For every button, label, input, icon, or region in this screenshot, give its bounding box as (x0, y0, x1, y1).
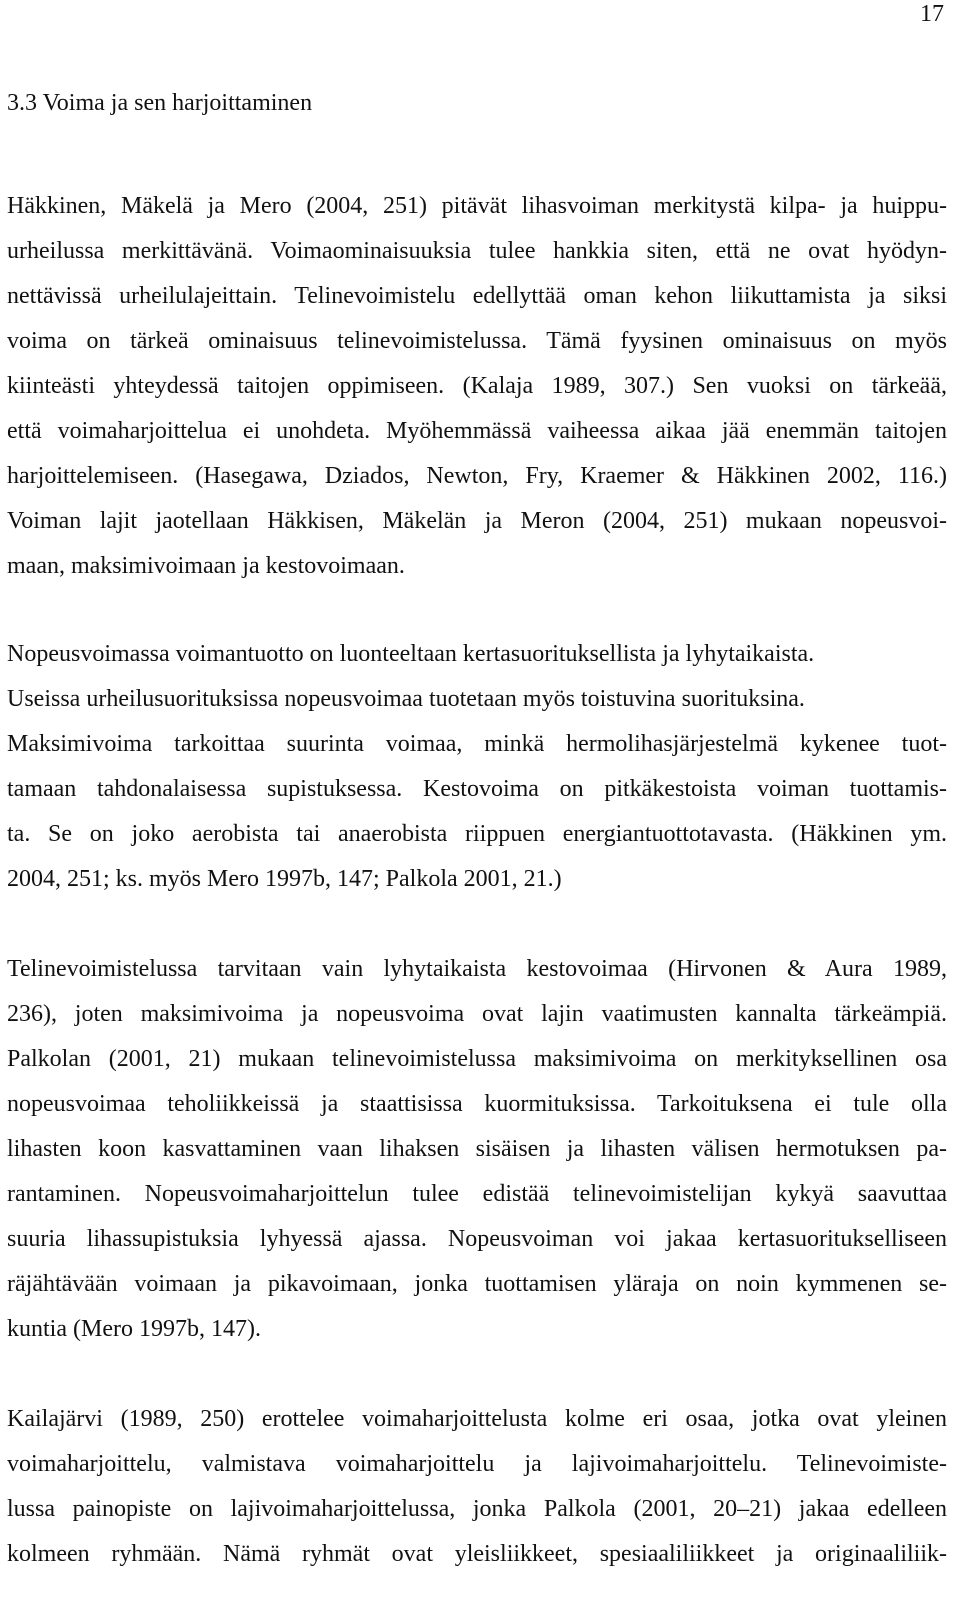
text-line: suuria lihassupistuksia lyhyessä ajassa. Nopeusvoiman voi jakaa kertasuoritukselliseen (7, 1226, 947, 1252)
text-line: voimaharjoittelu, valmistava voimaharjoittelu ja lajivoimaharjoittelu. Telinevoimiste- (7, 1451, 947, 1477)
text-line: 236), joten maksimivoima ja nopeusvoima ovat lajin vaatimusten kannalta tärkeämpiä. (7, 1001, 947, 1027)
text-line: että voimaharjoittelua ei unohdeta. Myöhemmässä vaiheessa aikaa jää enemmän taitojen (7, 418, 947, 444)
paragraph-2 (7, 632, 947, 902)
text-line: Maksimivoima tarkoittaa suurinta voimaa, minkä hermolihasjärjestelmä kykenee tuot- (7, 731, 947, 757)
section-heading: 3.3 Voima ja sen harjoittaminen (7, 90, 313, 116)
text-line: harjoittelemiseen. (Hasegawa, Dziados, Newton, Fry, Kraemer & Häkkinen 2002, 116.) (7, 463, 947, 489)
text-line: Häkkinen, Mäkelä ja Mero (2004, 251) pitävät lihasvoiman merkitystä kilpa- ja huippu- (7, 193, 947, 219)
text-line: urheilussa merkittävänä. Voimaominaisuuksia tulee hankkia siten, että ne ovat hyödyn- (7, 238, 947, 264)
text-line: nettävissä urheilulajeittain. Telinevoimistelu edellyttää oman kehon liikuttamista ja siksi (7, 283, 947, 309)
text-line: Useissa urheilusuorituksissa nopeusvoimaa tuotetaan myös toistuvina suorituksina. (7, 686, 805, 712)
text-line: lussa painopiste on lajivoimaharjoittelussa, jonka Palkola (2001, 20–21) jakaa edelleen (7, 1496, 947, 1522)
text-line: kolmeen ryhmään. Nämä ryhmät ovat yleisliikkeet, spesiaaliliikkeet ja originaaliliik- (7, 1541, 947, 1567)
paragraph-3 (7, 947, 947, 1352)
paragraph-1 (7, 184, 947, 589)
page-number: 17 (920, 1, 944, 27)
text-line: tamaan tahdonalaisessa supistuksessa. Kestovoima on pitkäkestoista voiman tuottamis- (7, 776, 947, 802)
text-line: voima on tärkeä ominaisuus telinevoimistelussa. Tämä fyysinen ominaisuus on myös (7, 328, 947, 354)
text-line: Telinevoimistelussa tarvitaan vain lyhytaikaista kestovoimaa (Hirvonen & Aura 1989, (7, 956, 947, 982)
text-line: maan, maksimivoimaan ja kestovoimaan. (7, 553, 405, 579)
text-line: rantaminen. Nopeusvoimaharjoittelun tulee edistää telinevoimistelijan kykyä saavuttaa (7, 1181, 947, 1207)
text-line: Voiman lajit jaotellaan Häkkisen, Mäkelän ja Meron (2004, 251) mukaan nopeusvoi- (7, 508, 947, 534)
text-line: ta. Se on joko aerobista tai anaerobista riippuen energiantuottotavasta. (Häkkinen ym. (7, 821, 947, 847)
text-line: räjähtävään voimaan ja pikavoimaan, jonka tuottamisen yläraja on noin kymmenen se- (7, 1271, 947, 1297)
text-line: 2004, 251; ks. myös Mero 1997b, 147; Palkola 2001, 21.) (7, 866, 562, 892)
text-line: Palkolan (2001, 21) mukaan telinevoimistelussa maksimivoima on merkityksellinen osa (7, 1046, 947, 1072)
text-line: Kailajärvi (1989, 250) erottelee voimaharjoittelusta kolme eri osaa, jotka ovat yleinen (7, 1406, 947, 1432)
text-line: kuntia (Mero 1997b, 147). (7, 1316, 261, 1342)
text-line: nopeusvoimaa teholiikkeissä ja staattisissa kuormituksissa. Tarkoituksena ei tule olla (7, 1091, 947, 1117)
text-line: kiinteästi yhteydessä taitojen oppimiseen. (Kalaja 1989, 307.) Sen vuoksi on tärkeää, (7, 373, 947, 399)
text-line: lihasten koon kasvattaminen vaan lihaksen sisäisen ja lihasten välisen hermotuksen pa- (7, 1136, 947, 1162)
text-line: Nopeusvoimassa voimantuotto on luonteeltaan kertasuorituksellista ja lyhytaikaista. (7, 641, 815, 667)
paragraph-4 (7, 1397, 947, 1577)
